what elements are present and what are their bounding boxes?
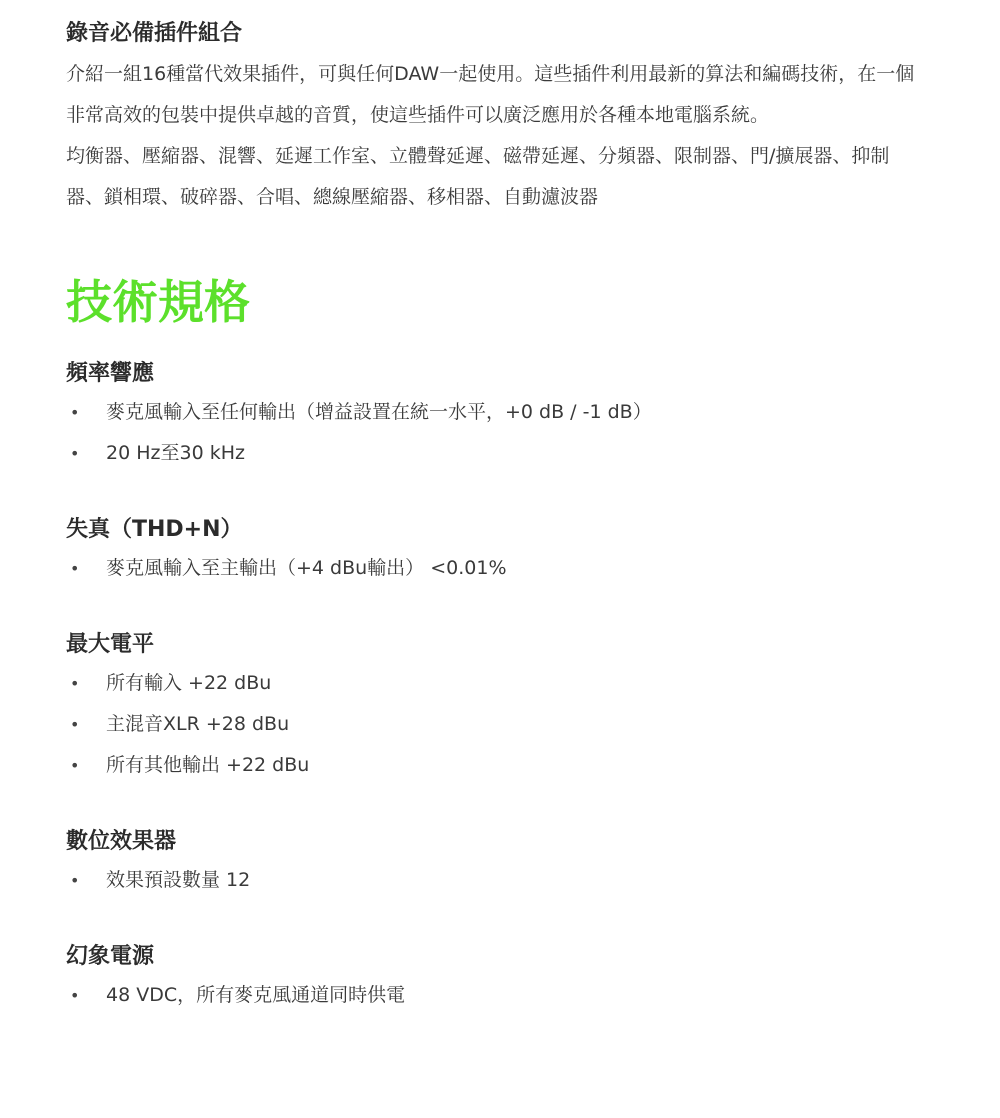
spec-list [66, 860, 926, 901]
plugin-list: 均衡器、壓縮器、混響、延遲工作室、立體聲延遲、磁帶延遲、分頻器、限制器、門/擴展器、抑制器、鎖相環、破碎器、合唱、總線壓縮器、移相器、自動濾波器 [66, 145, 890, 208]
spec-item-text: 麥克風輸入至任何輸出（增益設置在統一水平，+0 dB / -1 dB） [106, 401, 652, 423]
spec-list [66, 975, 926, 1016]
spec-list [66, 392, 926, 474]
spec-heading: 幻象電源 [66, 944, 155, 969]
spec-section-frequency-response [66, 356, 926, 474]
bullet-icon: • [70, 715, 80, 734]
bullet-icon: • [70, 403, 80, 422]
bullet-icon: • [70, 986, 80, 1005]
spec-item-text: 所有其他輸出 +22 dBu [106, 754, 310, 776]
spec-item [66, 392, 926, 433]
spec-section-distortion [66, 512, 926, 589]
spec-item [66, 975, 926, 1016]
spec-section-max-level [66, 627, 926, 786]
bullet-icon: • [70, 674, 80, 693]
spec-item-text: 20 Hz至30 kHz [106, 442, 245, 464]
bullet-icon: • [70, 871, 80, 890]
spec-item [66, 745, 926, 786]
spec-heading: 最大電平 [66, 632, 155, 657]
spec-section-phantom-power [66, 939, 926, 1016]
spec-item-text: 48 VDC，所有麥克風通道同時供電 [106, 984, 406, 1006]
spec-heading: 頻率響應 [66, 361, 155, 386]
intro-heading: 錄音必備插件組合 [66, 21, 243, 46]
spec-item [66, 433, 926, 474]
intro-paragraph: 介紹一組16種當代效果插件，可與任何DAW一起使用。這些插件利用最新的算法和編碼技術，在一個非常高效的包裝中提供卓越的音質，使這些插件可以廣泛應用於各種本地電腦系統。 [66, 63, 915, 126]
spec-heading: 數位效果器 [66, 829, 177, 854]
spec-item-text: 效果預設數量 12 [106, 869, 251, 891]
page-content [66, 14, 926, 1016]
spec-list [66, 663, 926, 786]
spec-item [66, 663, 926, 704]
spec-list [66, 548, 926, 589]
spec-heading: 失真（THD+N） [66, 517, 243, 542]
specs-title: 技術規格 [66, 275, 250, 329]
bullet-icon: • [70, 559, 80, 578]
spec-item [66, 860, 926, 901]
bullet-icon: • [70, 444, 80, 463]
spec-item-text: 所有輸入 +22 dBu [106, 672, 272, 694]
spec-item-text: 麥克風輸入至主輸出（+4 dBu輸出） <0.01% [106, 557, 507, 579]
spec-item-text: 主混音XLR +28 dBu [106, 713, 290, 735]
spec-item [66, 548, 926, 589]
bullet-icon: • [70, 756, 80, 775]
spec-section-digital-effects [66, 824, 926, 901]
spec-item [66, 704, 926, 745]
